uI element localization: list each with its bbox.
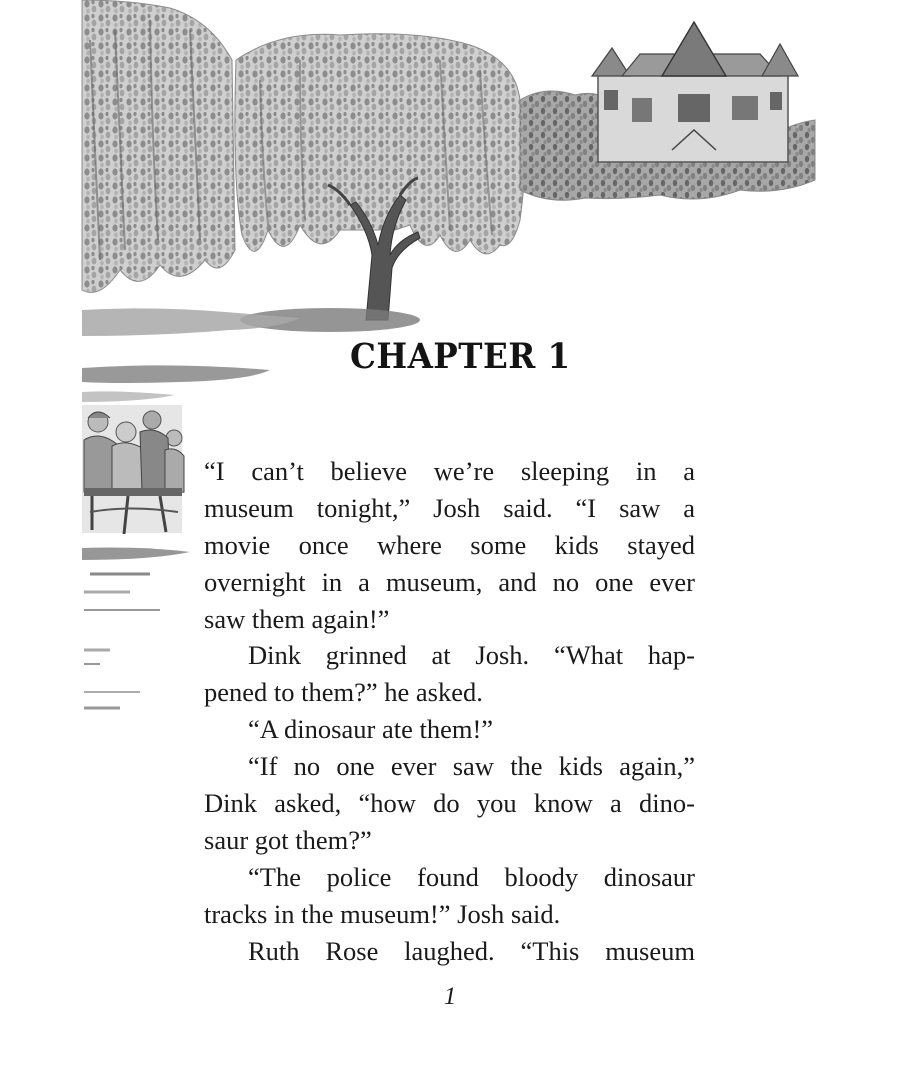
- central-willow-tree: [235, 34, 525, 332]
- text-line: museum tonight,” Josh said. “I saw a: [204, 492, 695, 523]
- text-line: “I can’t believe we’re sleeping in a: [204, 456, 695, 486]
- mansion-with-bushes: [520, 22, 815, 200]
- text-line: Dink asked, “how do you know a dino-: [204, 788, 695, 819]
- text-line: “The police found bloody dinosaur: [248, 861, 695, 892]
- text-line: movie once where some kids stayed: [204, 529, 695, 560]
- left-willow-tree: [82, 0, 235, 293]
- text-line: saur got them?”: [204, 824, 372, 855]
- text-line: Dink grinned at Josh. “What hap-: [248, 640, 695, 671]
- text-line: “If no one ever saw the kids again,”: [248, 751, 695, 782]
- story-text: [204, 453, 695, 969]
- people-on-bench: [82, 405, 184, 534]
- text-line: saw them again!”: [204, 603, 390, 634]
- page-number: 1: [443, 983, 457, 1010]
- text-line: tracks in the museum!” Josh said.: [204, 898, 561, 929]
- text-line: pened to them?” he asked.: [204, 677, 483, 708]
- text-line: Ruth Rose laughed. “This museum: [248, 935, 695, 966]
- text-line: “A dinosaur ate them!”: [248, 714, 494, 745]
- chapter-title: CHAPTER 1: [350, 336, 571, 377]
- text-line: overnight in a museum, and no one ever: [204, 566, 695, 597]
